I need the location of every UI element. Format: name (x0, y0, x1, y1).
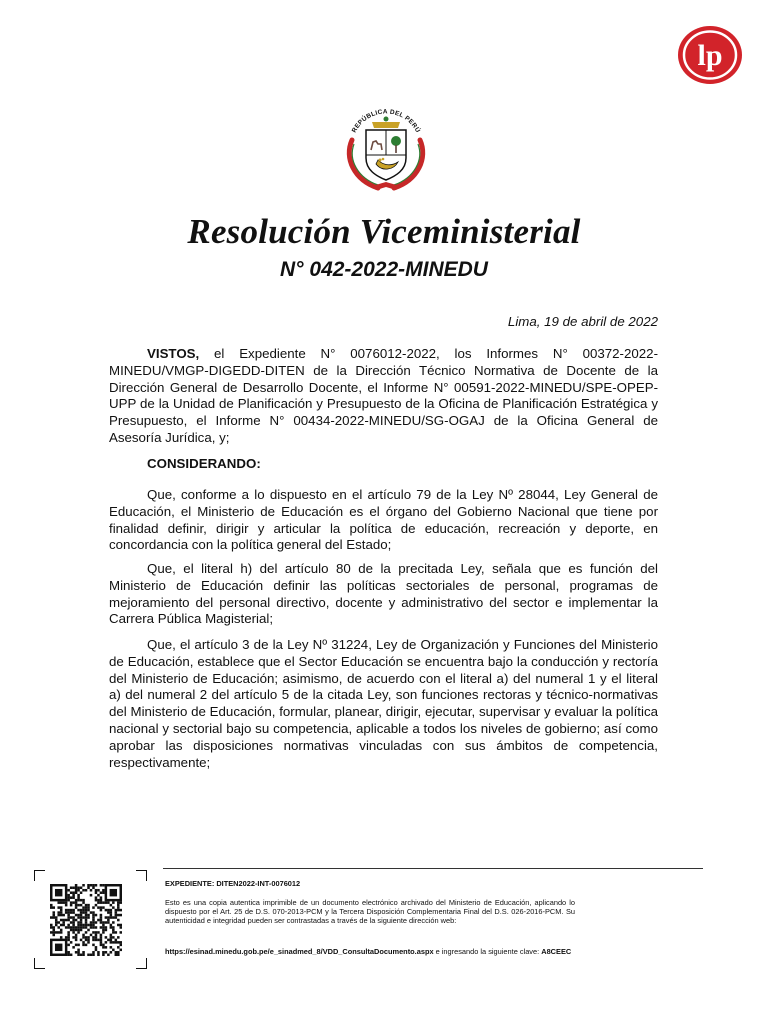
paragraph-text: Que, el artículo 3 de la Ley Nº 31224, Ley de Organización y Funciones del Ministerio de Educación, establece que el Sector Educación se encuentra bajo la conducción y rectoría del Ministerio de Educación; asimismo, de acuerdo con el literal a) del numeral 1 y el literal a) del numeral 2 del artículo 5 de la citada Ley, son funciones rectoras y técnico-normativas del Ministerio de Educación, formular, planear, dirigir, ejecutar, supervisar y evaluar la política nacional y sectorial bajo su competencia, aplicable a todos los niveles de gobierno; así como aprobar las disposiciones normativas vinculadas con sus ámbitos de competencia, respectivamente; (109, 637, 658, 770)
qr-frame-corner (136, 958, 147, 969)
qr-finder-pattern (55, 944, 62, 951)
considerando-heading: CONSIDERANDO: (147, 456, 261, 471)
qr-finder-pattern (55, 889, 62, 896)
lp-logo-text: lp (697, 39, 723, 72)
paragraph-text: Que, el literal h) del artículo 80 de la precitada Ley, señala que es función del Ministerio de Educación definir las políticas sectoriales de personal, programas de mejoramiento del personal directivo, docente y administrativo del sector e implementar la Carrera Pública Magisterial; (109, 561, 658, 627)
resolution-number: N° 042-2022-MINEDU (280, 258, 488, 281)
footer-verification (165, 947, 575, 956)
footer-authenticity-note: Esto es una copia autentica imprimible de un documento electrónico archivado del Ministerio de Educación, aplicando lo dispuesto por el Art. 25 de D.S. 070-2013-PCM y la Tercera Disposición Complementaria Final del D.S. 026-2016-PCM. Su autenticidad e integridad pueden ser contrastadas a través de la siguiente dirección web: (165, 898, 575, 926)
document-title: Resolución Viceministerial (187, 212, 581, 251)
lp-logo (676, 24, 744, 86)
verification-link[interactable]: https://esinad.minedu.gob.pe/e_sinadmed_8/VDD_ConsultaDocumento.aspx (165, 947, 434, 956)
footer-expediente: EXPEDIENTE: DITEN2022-INT-0076012 (165, 879, 301, 888)
document-date: Lima, 19 de abril de 2022 (507, 314, 658, 329)
seal-text: REPÚBLICA DEL PERÚ (350, 108, 422, 134)
qr-finder-pattern (110, 889, 117, 896)
qr-frame-corner (34, 958, 45, 969)
considerando-paragraph-3 (109, 637, 658, 771)
vistos-text: el Expediente N° 0076012-2022, los Informes N° 00372-2022-MINEDU/VMGP-DIGEDD-DITEN de la Dirección Técnico Normativa de Docente de la Dirección General de Desarrollo Docente, el Informe N° 00591-2022-MINEDU/SPE-OPEP-UPP de la Unidad de Planificación y Presupuesto de la Oficina de Planificación Estratégica y Presupuesto, el Informe N° 00434-2022-MINEDU/SG-OGAJ de la Oficina General de Asesoría Jurídica, y; (109, 346, 658, 445)
verification-suffix: e ingresando la siguiente clave: (433, 947, 542, 956)
paragraph-text: Que, conforme a lo dispuesto en el artículo 79 de la Ley Nº 28044, Ley General de Educación, el Ministerio de Educación es el órgano del Gobierno Nacional que tiene por finalidad definir, dirigir y articular la política de educación, recreación y deporte, en concordancia con la política general del Estado; (109, 487, 658, 553)
qr-code (50, 884, 122, 956)
qr-frame-corner (34, 870, 45, 881)
vistos-lead: VISTOS, (147, 346, 200, 361)
peru-coat-of-arms (338, 100, 434, 196)
considerando-paragraph-2 (109, 561, 658, 628)
considerando-paragraph-1 (109, 487, 658, 554)
qr-frame-corner (136, 870, 147, 881)
verification-key: A8CEEC (541, 947, 572, 956)
vistos-paragraph (109, 346, 658, 447)
footer-divider (163, 868, 703, 869)
